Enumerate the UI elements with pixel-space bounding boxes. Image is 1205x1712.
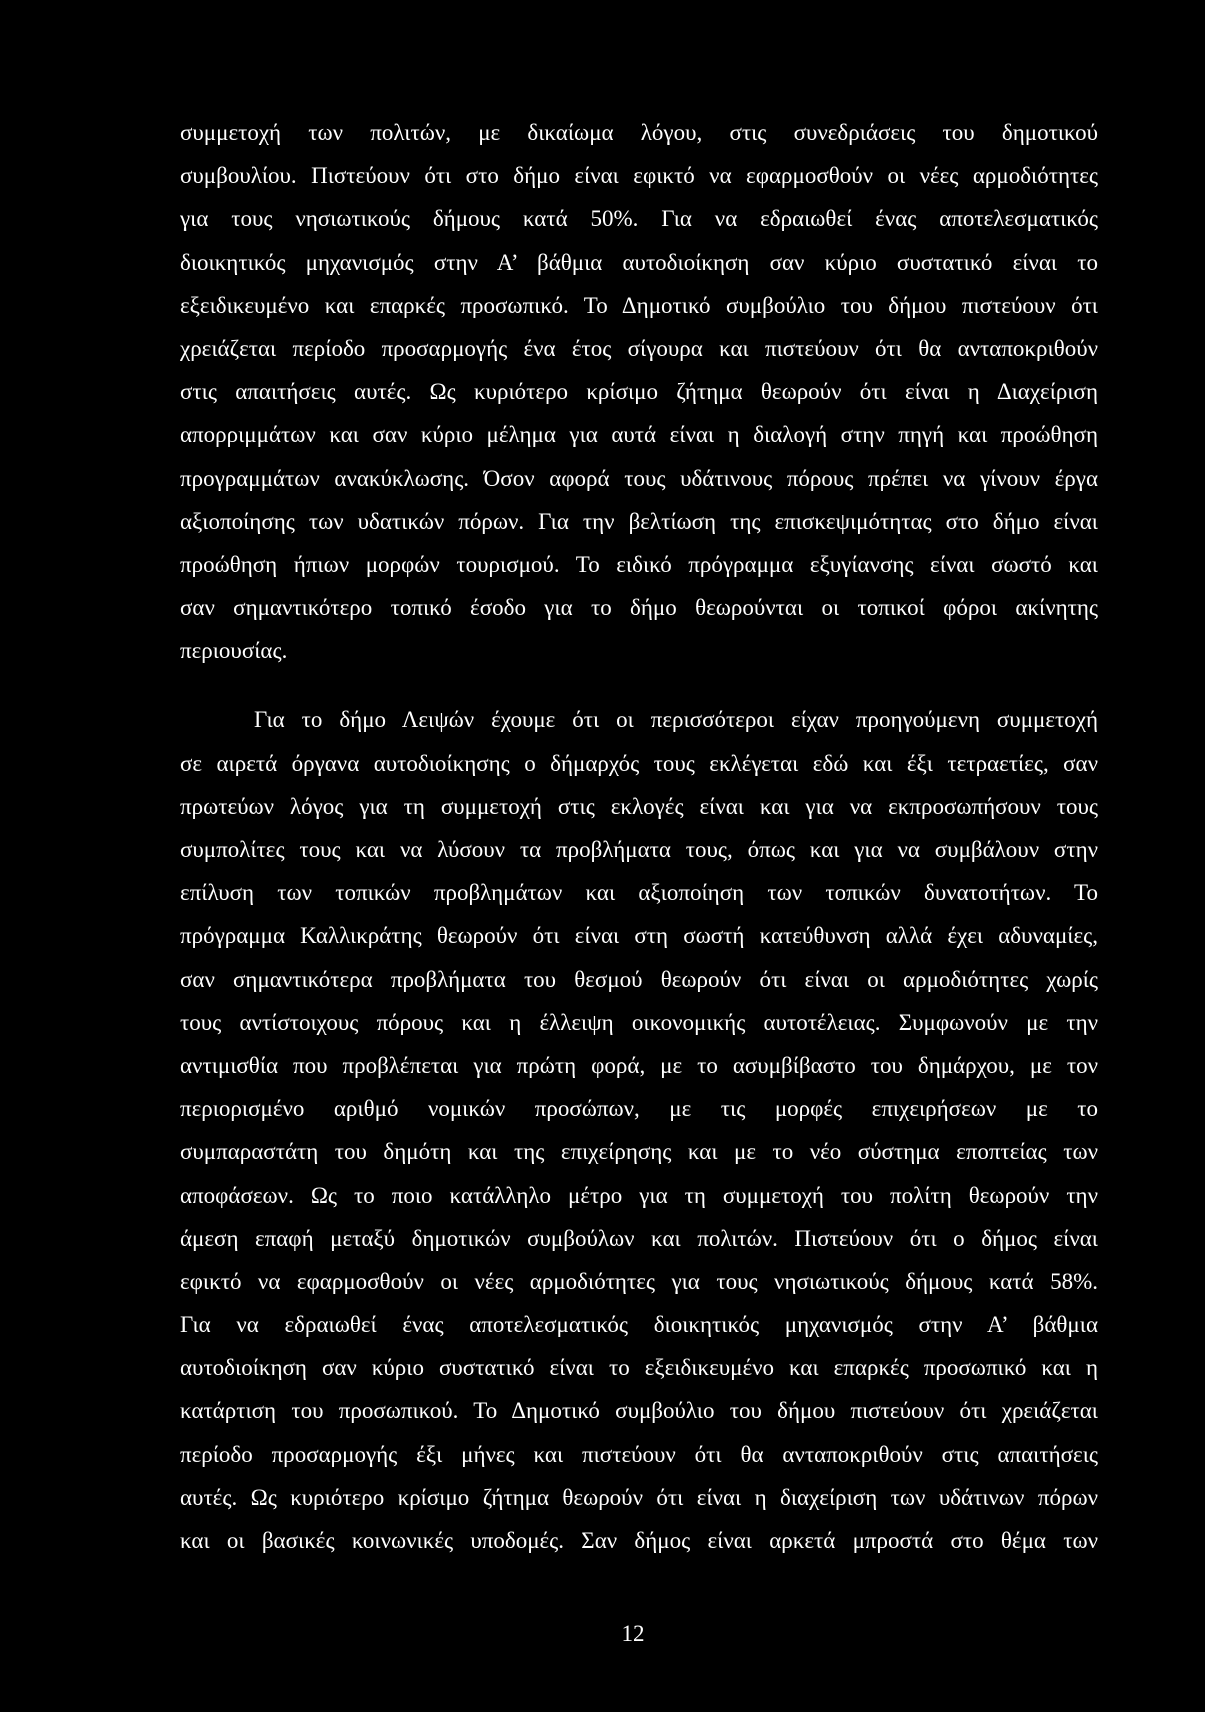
paragraph: [180, 698, 1098, 1562]
text-line: προώθηση ήπιων μορφών τουρισμού. Το ειδικό πρόγραμμα εξυγίανσης είναι σωστό και: [180, 551, 1098, 577]
text-line: περιουσίας.: [180, 638, 288, 664]
body-text: [180, 111, 1098, 1562]
text-line: Για να εδραιωθεί ένας αποτελεσματικός διοικητικός μηχανισμός στην Α’ βάθμια: [180, 1312, 1098, 1338]
text-line: επίλυση των τοπικών προβλημάτων και αξιοποίηση των τοπικών δυνατοτήτων. Το: [180, 880, 1098, 906]
text-line: συμπαραστάτη του δημότη και της επιχείρησης και με το νέο σύστημα εποπτείας των: [180, 1139, 1098, 1165]
text-line: πρωτεύων λόγος για τη συμμετοχή στις εκλογές είναι και για να εκπροσωπήσουν τους: [180, 793, 1098, 819]
text-line: σαν σημαντικότερα προβλήματα του θεσμού θεωρούν ότι είναι οι αρμοδιότητες χωρίς: [180, 966, 1098, 992]
text-line: σαν σημαντικότερο τοπικό έσοδο για το δήμο θεωρούνται οι τοπικοί φόροι ακίνητης: [180, 595, 1098, 621]
text-line: πρόγραμμα Καλλικράτης θεωρούν ότι είναι στη σωστή κατεύθυνση αλλά έχει αδυναμίες,: [180, 923, 1098, 949]
text-line: για τους νησιωτικούς δήμους κατά 50%. Για να εδραιωθεί ένας αποτελεσματικός: [180, 206, 1098, 232]
text-line: αυτές. Ως κυριότερο κρίσιμο ζήτημα θεωρούν ότι είναι η διαχείριση των υδάτινων πόρων: [180, 1484, 1098, 1510]
text-line: διοικητικός μηχανισμός στην Α’ βάθμια αυτοδιοίκηση σαν κύριο συστατικό είναι το: [180, 249, 1098, 275]
text-line: αποφάσεων. Ως το ποιο κατάλληλο μέτρο για τη συμμετοχή του πολίτη θεωρούν την: [180, 1182, 1098, 1208]
text-line: άμεση επαφή μεταξύ δημοτικών συμβούλων και πολιτών. Πιστεύουν ότι ο δήμος είναι: [180, 1225, 1098, 1251]
text-line: προγραμμάτων ανακύκλωσης. Όσον αφορά τους υδάτινους πόρους πρέπει να γίνουν έργα: [180, 465, 1098, 491]
text-line: χρειάζεται περίοδο προσαρμογής ένα έτος σίγουρα και πιστεύουν ότι θα ανταποκριθούν: [180, 335, 1098, 361]
text-line: συμβουλίου. Πιστεύουν ότι στο δήμο είναι εφικτό να εφαρμοσθούν οι νέες αρμοδιότητες: [180, 163, 1098, 189]
text-line: αυτοδιοίκηση σαν κύριο συστατικό είναι το εξειδικευμένο και επαρκές προσωπικό και η: [180, 1355, 1098, 1381]
text-line: στις απαιτήσεις αυτές. Ως κυριότερο κρίσιμο ζήτημα θεωρούν ότι είναι η Διαχείριση: [180, 379, 1098, 405]
text-line: περιορισμένο αριθμό νομικών προσώπων, με τις μορφές επιχειρήσεων με το: [180, 1096, 1098, 1122]
text-line: τους αντίστοιχους πόρους και η έλλειψη οικονομικής αυτοτέλειας. Συμφωνούν με την: [180, 1009, 1098, 1035]
text-line: σε αιρετά όργανα αυτοδιοίκησης ο δήμαρχός τους εκλέγεται εδώ και έξι τετραετίες, σαν: [180, 750, 1098, 776]
text-line: συμμετοχή των πολιτών, με δικαίωμα λόγου, στις συνεδριάσεις του δημοτικού: [180, 120, 1098, 145]
text-line: Για το δήμο Λειψών έχουμε ότι οι περισσότεροι είχαν προηγούμενη συμμετοχή: [254, 707, 1098, 733]
page-number: 12: [621, 1621, 645, 1646]
text-line: και οι βασικές κοινωνικές υποδομές. Σαν δήμος είναι αρκετά μπροστά στο θέμα των: [180, 1528, 1098, 1553]
text-line: εφικτό να εφαρμοσθούν οι νέες αρμοδιότητες για τους νησιωτικούς δήμους κατά 58%.: [180, 1268, 1098, 1294]
text-line: συμπολίτες τους και να λύσουν τα προβλήματα τους, όπως και για να συμβάλουν στην: [180, 837, 1098, 862]
text-line: εξειδικευμένο και επαρκές προσωπικό. Το Δημοτικό συμβούλιο του δήμου πιστεύουν ότι: [180, 292, 1098, 318]
text-line: απορριμμάτων και σαν κύριο μέλημα για αυτά είναι η διαλογή στην πηγή και προώθηση: [180, 422, 1098, 448]
text-line: περίοδο προσαρμογής έξι μήνες και πιστεύουν ότι θα ανταποκριθούν στις απαιτήσεις: [180, 1441, 1098, 1467]
paragraph: [180, 111, 1098, 672]
text-line: αξιοποίησης των υδατικών πόρων. Για την βελτίωση της επισκεψιμότητας στο δήμο είναι: [180, 508, 1098, 534]
text-line: αντιμισθία που προβλέπεται για πρώτη φορά, με το ασυμβίβαστο του δημάρχου, με τον: [180, 1052, 1098, 1078]
text-line: κατάρτιση του προσωπικού. Το Δημοτικό συμβούλιο του δήμου πιστεύουν ότι χρειάζεται: [180, 1398, 1098, 1424]
